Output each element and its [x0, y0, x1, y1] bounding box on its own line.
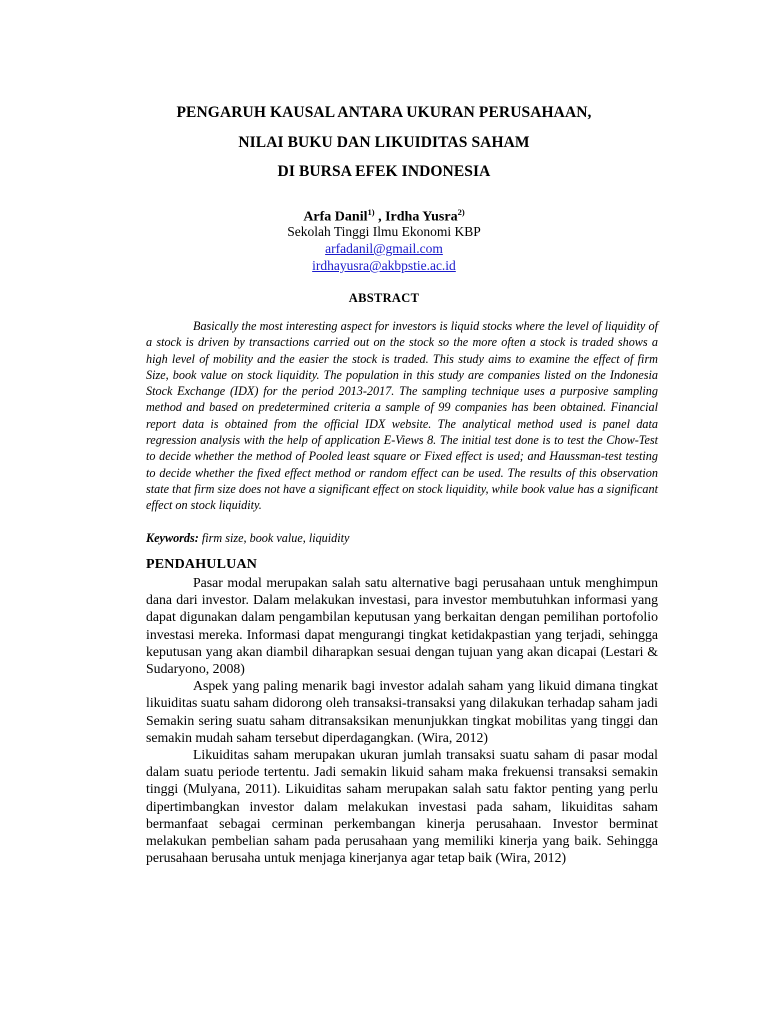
section-heading: PENDAHULUAN — [146, 557, 258, 572]
body-paragraph: Likuiditas saham merupakan ukuran jumlah transaksi suatu saham di pasar modal dalam suatu periode tertentu. Jadi semakin likuid saham maka frekuensi transaksi semakin tinggi (Mulyana, 2011). Likuiditas saham merupakan salah satu faktor penting yang perlu dipertimbangkan investor dalam melakukan investasi pada saham, likuiditas saham bermanfaat sebagai cerminan perkembangan kinerja perusahaan. Investor berminat melakukan pembelian saham pada perusahaan yang memiliki kinerja yang baik. Sehingga perusahaan berusaha untuk menjaga kinerjanya agar tetap baik (Wira, 2012) — [146, 747, 658, 866]
paper-title-line-3: DI BURSA EFEK INDONESIA — [277, 163, 491, 180]
paper-title-line-1: PENGARUH KAUSAL ANTARA UKURAN PERUSAHAAN, — [176, 104, 592, 121]
keywords-text: firm size, book value, liquidity — [198, 531, 350, 545]
keywords-label: Keywords: — [146, 531, 199, 545]
section-body — [146, 574, 658, 866]
author-line — [0, 207, 768, 226]
email-line-2 — [0, 258, 768, 274]
author-separator: , — [374, 209, 386, 225]
abstract-text: Basically the most interesting aspect for investors is liquid stocks where the level of liquidity of a stock is driven by transactions carried out on the stock so the more often a stock is traded shows a high level of mobility and the easier the stock is traded. This study aims to examine the effect of firm Size, book value on stock liquidity. The population in this study are companies listed on the Indonesia Stock Exchange (IDX) for the period 2013-2017. The sampling technique uses a purposive sampling method and based on predetermined criteria a sample of 99 companies has been obtained. Financial report data is obtained from the official IDX website. The analytical method used is panel data regression analysis with the help of application E-Views 8. The initial test done is to test the Chow-Test to decide whether the method of Pooled least square or Fixed effect is used; and Haussman-test testing to decide whether the fixed effect method or random effect can be used. The results of this observation state that firm size does not have a significant effect on stock liquidity, while book value has a significant effect on stock liquidity. — [146, 319, 658, 513]
paper-title-line-2: NILAI BUKU DAN LIKUIDITAS SAHAM — [238, 134, 530, 151]
abstract-heading: ABSTRACT — [348, 291, 420, 305]
author-1-email-link[interactable]: arfadanil@gmail.com — [325, 241, 443, 256]
author-1-name: Arfa Danil — [303, 209, 368, 225]
author-2-email-link[interactable]: irdhayusra@akbpstie.ac.id — [312, 258, 456, 273]
email-line-1 — [0, 241, 768, 257]
institution: Sekolah Tinggi Ilmu Ekonomi KBP — [287, 224, 481, 239]
author-1-affiliation-marker: 1) — [367, 207, 375, 217]
author-2-name: Irdha Yusra — [385, 209, 458, 225]
body-paragraph: Aspek yang paling menarik bagi investor adalah saham yang likuid dimana tingkat likuiditas suatu saham didorong oleh transaksi-transaksi yang dilakukan terhadap saham jadi Semakin sering suatu saham ditransaksikan menunjukkan tingkat mobilitas yang tinggi dan semakin mudah saham tersebut diperdagangkan. (Wira, 2012) — [146, 678, 658, 745]
author-2-affiliation-marker: 2) — [457, 207, 465, 217]
keywords-line — [146, 531, 658, 546]
body-paragraph: Pasar modal merupakan salah satu alternative bagi perusahaan untuk menghimpun dana dari investor. Dalam melakukan investasi, para investor membutuhkan informasi yang dapat digunakan dalam pengambilan keputusan yang berkaitan dengan pemilihan portofolio investasi mereka. Informasi dapat mengurangi tingkat ketidakpastian yang terjadi, sehingga keputusan yang akan diambil diharapkan sesuai dengan tujuan yang akan dicapai (Lestari & Sudaryono, 2008) — [146, 575, 658, 677]
